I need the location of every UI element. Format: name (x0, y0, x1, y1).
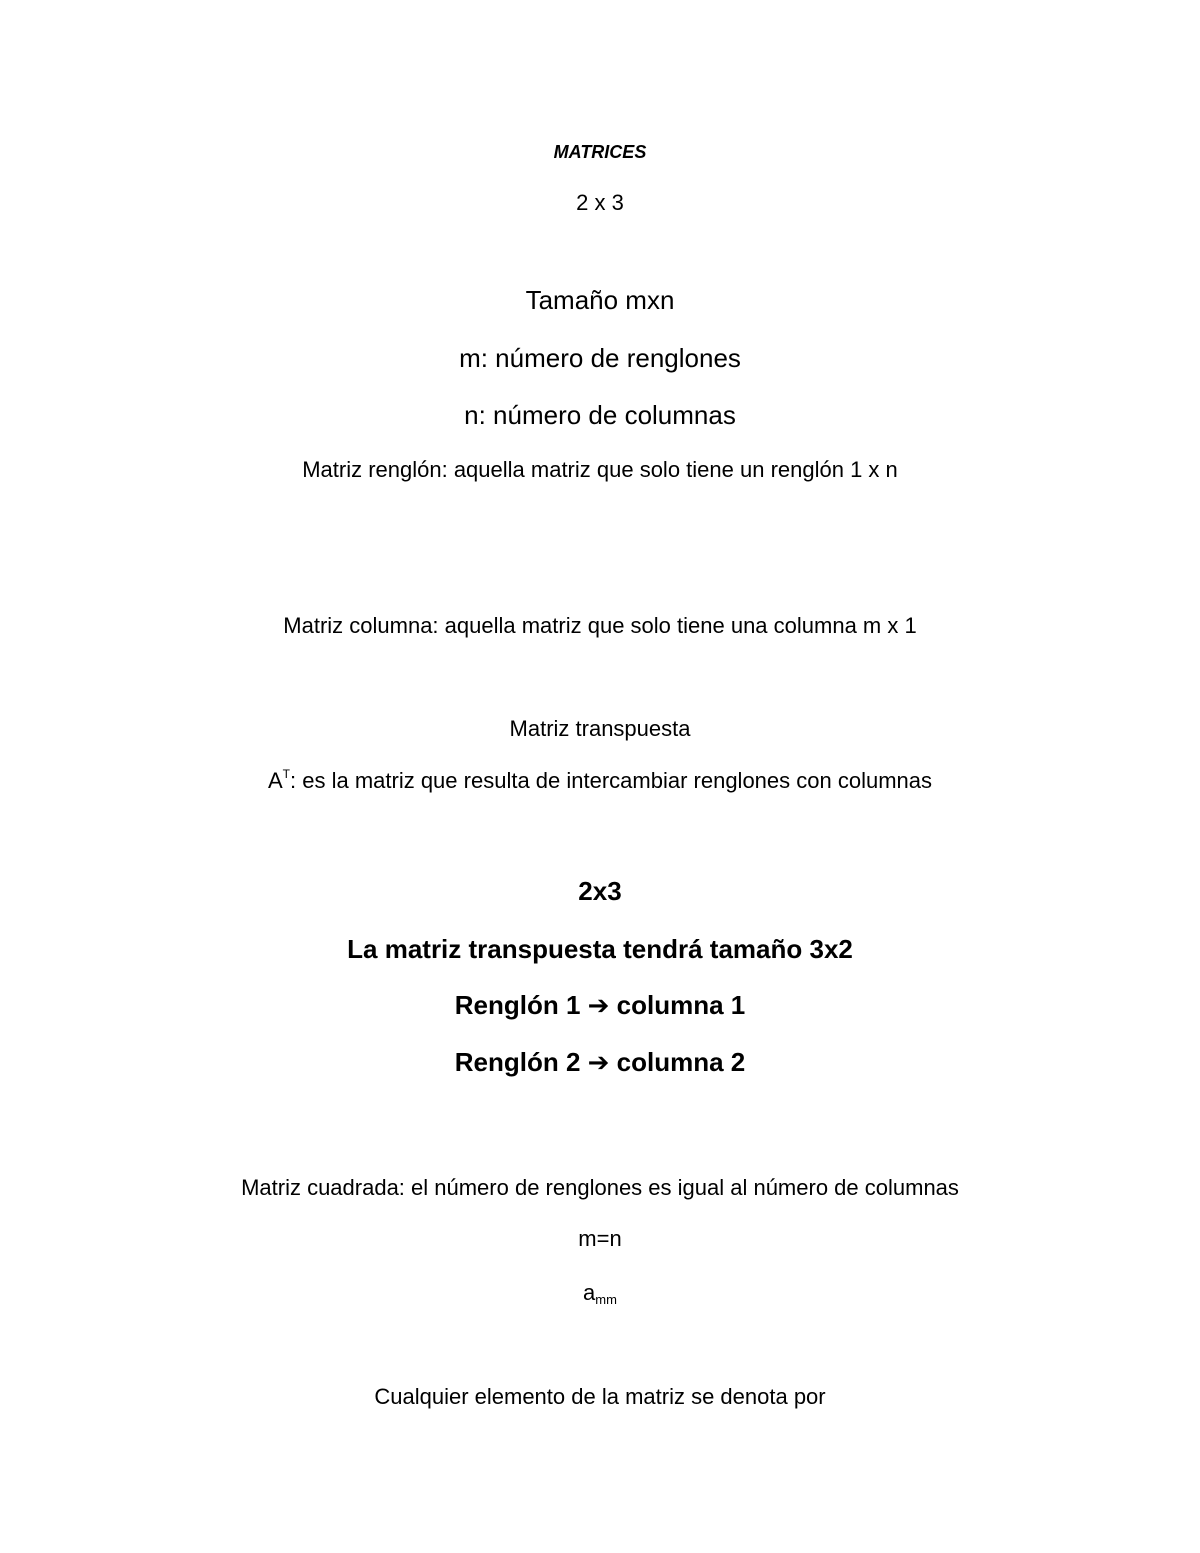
square-matrix-definition: Matriz cuadrada: el número de renglones es igual al número de columnas (241, 1175, 959, 1200)
column-matrix-definition: Matriz columna: aquella matriz que solo tiene una columna m x 1 (283, 613, 917, 638)
bold-size: 2x3 (578, 876, 622, 906)
element-symbol: a (583, 1280, 596, 1305)
row2-label: Renglón 2 (454, 1047, 581, 1077)
arrow-icon: ➔ (587, 990, 610, 1020)
column2-label: columna 2 (616, 1047, 746, 1077)
document-title: MATRICES (553, 142, 647, 162)
row-matrix-definition: Matriz renglón: aquella matriz que solo tiene un renglón 1 x n (302, 457, 898, 482)
m-equals-n: m=n (578, 1226, 622, 1251)
example-size: 2 x 3 (576, 190, 624, 215)
m-definition: m: número de renglones (459, 343, 741, 373)
arrow-icon: ➔ (587, 1047, 610, 1077)
transpose-heading: Matriz transpuesta (509, 716, 691, 741)
transpose-symbol: A (267, 768, 283, 793)
n-definition: n: número de columnas (464, 400, 736, 430)
transpose-definition-line (0, 767, 1200, 793)
element-notation-symbol (0, 1280, 1200, 1307)
row1-to-column1 (0, 992, 1200, 1018)
transpose-definition: : es la matriz que resulta de intercambiar renglones con columnas (290, 768, 933, 793)
column1-label: columna 1 (616, 990, 746, 1020)
row2-to-column2 (0, 1049, 1200, 1075)
row1-label: Renglón 1 (454, 990, 581, 1020)
element-notation-text: Cualquier elemento de la matriz se denota por (374, 1384, 826, 1409)
transpose-superscript: T (282, 767, 291, 781)
transpose-size-statement: La matriz transpuesta tendrá tamaño 3x2 (347, 934, 853, 964)
size-heading: Tamaño mxn (525, 285, 675, 315)
element-subscript: mm (595, 1292, 617, 1307)
